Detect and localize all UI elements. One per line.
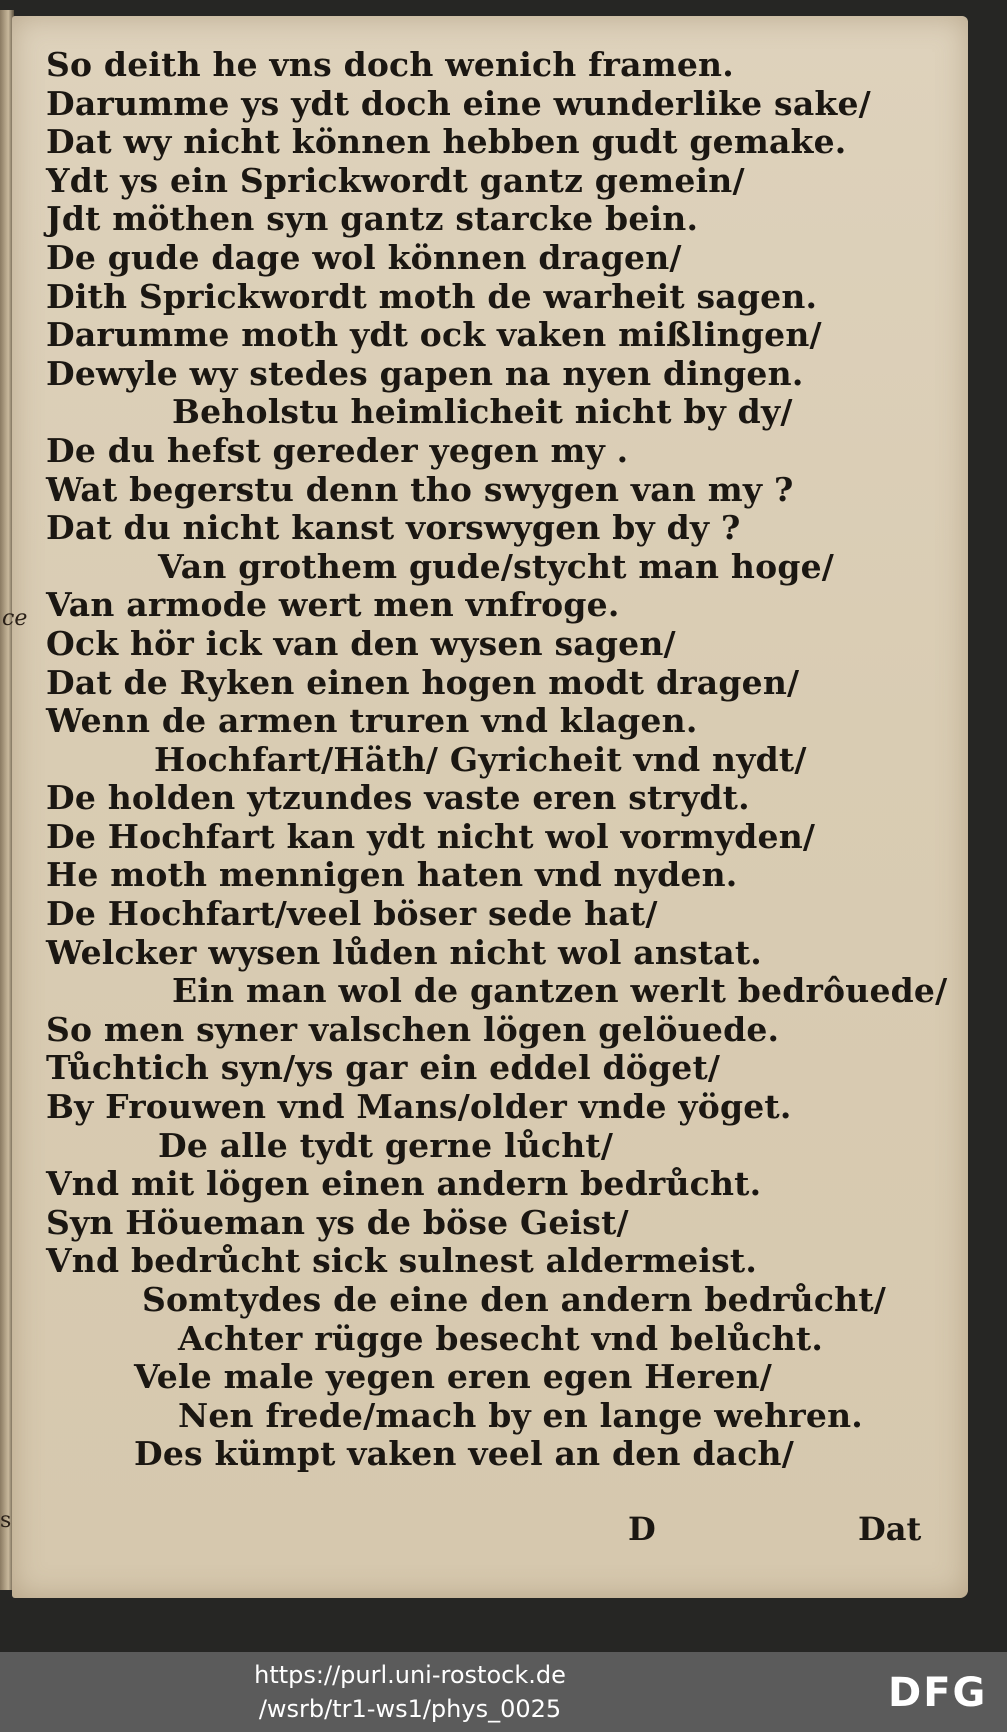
text-line: De alle tydt gerne lůcht/ xyxy=(158,1125,614,1165)
text-line: Dat wy nicht können hebben gudt gemake. xyxy=(46,122,847,162)
text-line: Wat begerstu denn tho swygen van my ? xyxy=(46,469,794,509)
text-line: De holden ytzundes vaste eren strydt. xyxy=(46,778,750,818)
text-line: So deith he vns doch wenich framen. xyxy=(46,45,734,84)
text-block xyxy=(46,46,946,1474)
book-page xyxy=(12,16,968,1598)
text-line: De gude dage wol können dragen/ xyxy=(46,237,682,277)
text-line: Hochfart/Häth/ Gyricheit vnd nydt/ xyxy=(154,739,807,779)
text-line: Tůchtich syn/ys gar ein eddel döget/ xyxy=(46,1048,721,1088)
text-line: Van grothem gude/stycht man hoge/ xyxy=(158,546,835,586)
text-line: So men syner valschen lögen gelöuede. xyxy=(46,1009,780,1049)
text-line: Des kümpt vaken veel an den dach/ xyxy=(134,1434,794,1474)
text-line: Darumme moth ydt ock vaken mißlingen/ xyxy=(46,315,822,355)
text-line: Somtydes de eine den andern bedrůcht/ xyxy=(142,1280,887,1319)
text-line: Dat de Ryken einen hogen modt dragen/ xyxy=(46,662,800,702)
text-line: Jdt möthen syn gantz starcke bein. xyxy=(46,199,699,239)
url-line-2[interactable]: /wsrb/tr1-ws1/phys_0025 xyxy=(258,1695,562,1723)
text-line: Wenn de armen truren vnd klagen. xyxy=(46,701,698,741)
text-line: Darumme ys ydt doch eine wunderlike sake/ xyxy=(46,83,871,123)
text-line: He moth mennigen haten vnd nyden. xyxy=(46,855,738,895)
text-line: Vele male yegen eren egen Heren/ xyxy=(134,1357,773,1397)
text-line: Van armode wert men vnfroge. xyxy=(46,585,620,625)
text-line: Ein man wol de gantzen werlt bedrôuede/ xyxy=(172,971,948,1011)
text-line: Vnd bedrůcht sick sulnest aldermeist. xyxy=(46,1241,758,1281)
margin-mark: ce xyxy=(2,606,28,631)
url-line-1[interactable]: https://purl.uni-rostock.de xyxy=(254,1661,566,1689)
text-line: Nen frede/mach by en lange wehren. xyxy=(178,1395,863,1435)
text-line: By Frouwen vnd Mans/older vnde yöget. xyxy=(46,1087,792,1127)
text-line: De Hochfart kan ydt nicht wol vormyden/ xyxy=(46,816,816,856)
text-line: Dith Sprickwordt moth de warheit sagen. xyxy=(46,276,818,316)
text-line: De Hochfart/veel böser sede hat/ xyxy=(46,894,658,934)
dfg-logo: DFG xyxy=(888,1670,988,1716)
permalink[interactable] xyxy=(200,1658,620,1726)
text-line: Beholstu heimlicheit nicht by dy/ xyxy=(172,392,793,432)
catchword: Dat xyxy=(858,1510,922,1548)
text-line: Dat du nicht kanst vorswygen by dy ? xyxy=(46,508,741,548)
text-line: De du hefst gereder yegen my . xyxy=(46,430,629,470)
text-line: Syn Höueman ys de böse Geist/ xyxy=(46,1202,629,1242)
text-line: Vnd mit lögen einen andern bedrůcht. xyxy=(46,1164,762,1204)
text-line: Achter rügge besecht vnd belůcht. xyxy=(178,1318,824,1358)
margin-mark: s xyxy=(0,1508,12,1533)
text-line: Dewyle wy stedes gapen na nyen dingen. xyxy=(46,353,804,393)
text-line: Welcker wysen lůden nicht wol anstat. xyxy=(46,932,762,972)
signature-mark: D xyxy=(628,1510,656,1548)
footer-bar xyxy=(0,1652,1007,1732)
text-line: Ydt ys ein Sprickwordt gantz gemein/ xyxy=(46,160,745,200)
text-line: Ock hör ick van den wysen sagen/ xyxy=(46,623,676,663)
